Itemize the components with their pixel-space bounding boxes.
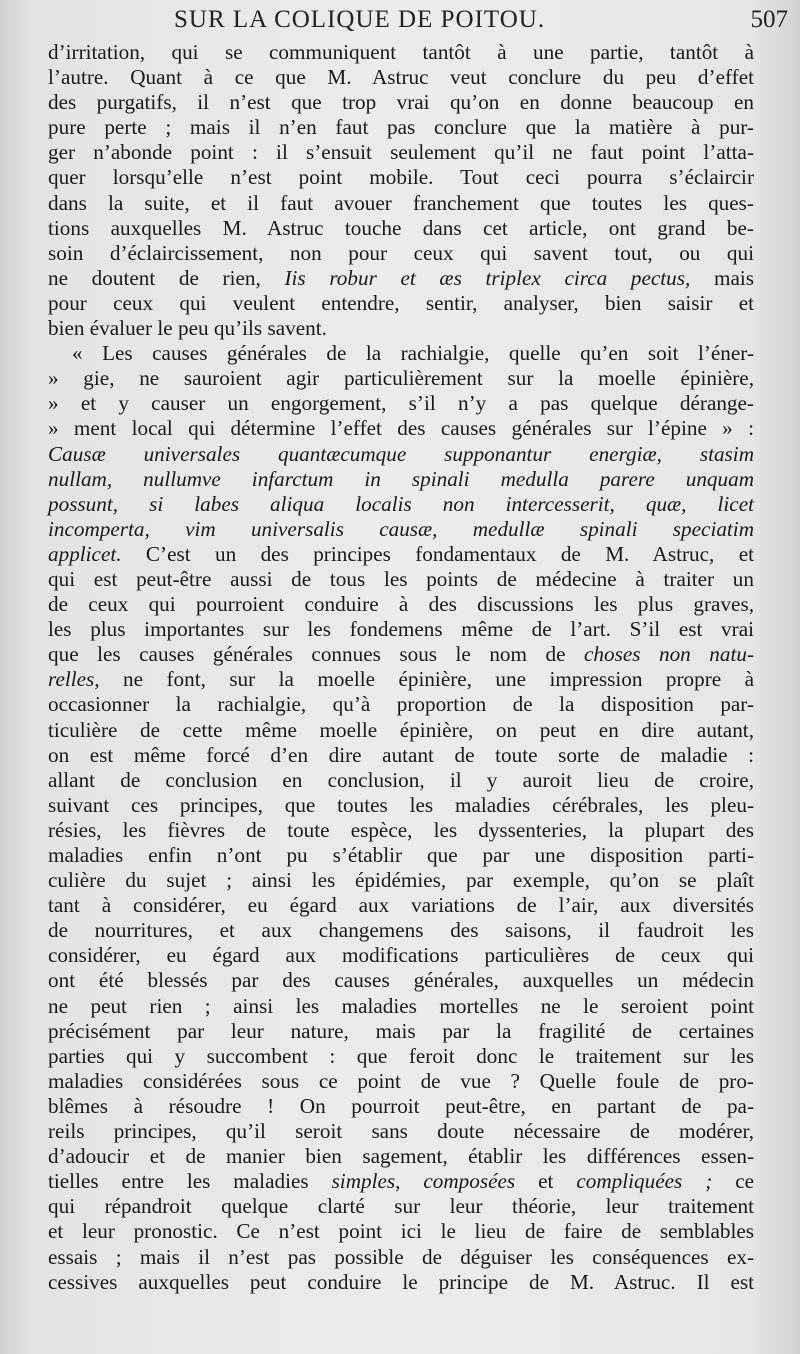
text-segment: et leur pronostic. Ce n’est point ici le lieu de faire de semblables <box>48 1219 754 1244</box>
text-segment: quer lorsqu’elle n’est point mobile. Tout ceci pourra s’éclaircir <box>48 165 754 190</box>
text-line <box>48 316 754 341</box>
text-segment: reils principes, qu’il seroit sans doute nécessaire de modérer, <box>48 1119 754 1144</box>
italic-segment: choses non natu- <box>584 642 754 667</box>
text-line <box>48 642 754 667</box>
text-segment: l’autre. Quant à ce que M. Astruc veut conclure du peu d’effet <box>48 65 754 90</box>
text-line <box>48 968 754 993</box>
text-segment: pour ceux qui veulent entendre, sentir, analyser, bien saisir et <box>48 290 754 315</box>
text-line <box>48 943 754 968</box>
text-line <box>48 1094 754 1119</box>
text-segment: ne peut rien ; ainsi les maladies mortelles ne le seroient point <box>48 993 754 1018</box>
text-line <box>48 366 754 391</box>
text-segment: » gie, ne sauroient agir particulièrement sur la moelle épinière, <box>48 366 754 391</box>
text-segment: ne font, sur la moelle épinière, une impression propre à <box>99 667 754 692</box>
text-segment: des purgatifs, il n’est que trop vrai qu’on en donne beaucoup en <box>48 90 754 115</box>
text-segment: blêmes à résoudre ! On pourroit peut-être, en partant de pa- <box>48 1093 754 1118</box>
text-segment: d’adoucir et de manier bien sagement, établir les différences essen- <box>48 1144 754 1169</box>
italic-segment: Iis robur et æs triplex circa pectus, <box>284 265 691 290</box>
text-line <box>48 718 754 743</box>
text-segment: parties qui y succombent : que feroit donc le traitement sur les <box>48 1043 754 1068</box>
text-segment: , <box>395 1169 424 1194</box>
text-segment: soin d’éclaircissement, non pour ceux qui savent tout, ou qui <box>48 240 754 265</box>
text-segment: » ment local qui détermine l’effet des causes générales sur l’épine » : <box>48 416 754 441</box>
text-segment: C’est un des principes fondamentaux de M. Astruc, et <box>121 541 754 566</box>
text-line <box>48 592 754 617</box>
text-line <box>48 692 754 717</box>
text-segment: mais <box>690 265 754 290</box>
text-segment: ont été blessés par des causes générales, auxquelles un médecin <box>48 968 754 993</box>
text-line <box>48 843 754 868</box>
text-segment: ne doutent de rien, <box>48 265 285 290</box>
text-line <box>48 893 754 918</box>
text-line <box>48 517 754 542</box>
text-segment: les plus importantes sur les fondemens même de l’art. S’il est vrai <box>48 617 754 642</box>
text-segment: « Les causes générales de la rachialgie, quelle qu’en soit l’éner- <box>72 341 754 366</box>
text-line <box>48 542 754 567</box>
text-segment: d’irritation, qui se communiquent tantôt à une partie, tantôt à <box>48 40 754 64</box>
text-segment: et <box>515 1169 577 1194</box>
text-line <box>48 241 754 266</box>
text-segment: cessives auxquelles peut conduire le principe de M. Astruc. Il est <box>48 1269 754 1294</box>
italic-segment: relles, <box>48 667 100 692</box>
italic-segment: composées <box>423 1169 516 1194</box>
text-line <box>48 818 754 843</box>
text-line <box>48 165 754 190</box>
running-head: SUR LA COLIQUE DE POITOU. <box>174 6 546 33</box>
text-segment: dans la suite, et il faut avouer franchement que toutes les ques- <box>48 190 754 215</box>
text-segment: tant à considérer, eu égard aux variations de l’air, aux diversités <box>48 893 754 918</box>
text-line <box>48 492 754 517</box>
text-line <box>48 191 754 216</box>
text-segment: de nourritures, et aux changemens des saisons, il faudroit les <box>48 918 754 943</box>
text-line <box>48 40 754 65</box>
text-segment: pure perte ; mais il n’en faut pas conclure que la matière à pur- <box>48 115 754 140</box>
text-line <box>48 216 754 241</box>
text-line <box>48 793 754 818</box>
text-segment: allant de conclusion en conclusion, il y auroit lieu de croire, <box>48 767 754 792</box>
text-line <box>48 341 754 366</box>
italic-segment: Causæ universales quantæcumque supponantur energiæ, stasim <box>48 441 754 466</box>
text-segment: bien évaluer le peu qu’ils savent. <box>48 316 327 341</box>
text-line <box>48 115 754 140</box>
text-line <box>48 994 754 1019</box>
text-line <box>48 1245 754 1270</box>
italic-segment: possunt, si labes aliqua localis non intercesserit, quæ, licet <box>48 491 754 516</box>
text-segment: tions auxquelles M. Astruc touche dans cet article, ont grand be- <box>48 215 754 240</box>
text-segment: que les causes générales connues sous le nom de <box>48 642 584 667</box>
text-segment: culière du sujet ; ainsi les épidémies, par exemple, qu’on se plaît <box>48 868 754 893</box>
text-line <box>48 1069 754 1094</box>
text-segment: ticulière de cette même moelle épinière, on peut en dire autant, <box>48 717 754 742</box>
text-segment: maladies considérées sous ce point de vue ? Quelle foule de pro- <box>48 1068 754 1093</box>
text-segment: essais ; mais il n’est pas possible de déguiser les conséquences ex- <box>48 1244 754 1269</box>
text-line <box>48 1270 754 1295</box>
text-line <box>48 768 754 793</box>
text-segment: de ceux qui pourroient conduire à des discussions les plus graves, <box>48 592 754 617</box>
text-segment: qui répandroit quelque clarté sur leur théorie, leur traitement <box>48 1194 754 1219</box>
text-segment: on est même forcé d’en dire autant de toute sorte de maladie : <box>48 742 754 767</box>
text-segment: » et y causer un engorgement, s’il n’y a pas quelque dérange- <box>48 391 754 416</box>
italic-segment: simples <box>331 1169 396 1194</box>
body-text <box>48 40 754 1295</box>
text-segment: ce <box>712 1169 755 1194</box>
text-line <box>48 1194 754 1219</box>
text-line <box>48 567 754 592</box>
italic-segment: nullam, nullumve infarctum in spinali medulla parere unquam <box>48 466 754 491</box>
text-segment: suivant ces principes, que toutes les maladies cérébrales, les pleu- <box>48 792 754 817</box>
text-line <box>48 1019 754 1044</box>
text-line <box>48 918 754 943</box>
italic-segment: incomperta, vim universalis causæ, medullæ spinali speciatim <box>48 516 754 541</box>
text-line <box>48 1119 754 1144</box>
text-line <box>48 90 754 115</box>
page-header <box>48 6 788 40</box>
text-segment: précisément par leur nature, mais par la fragilité de certaines <box>48 1018 754 1043</box>
text-line <box>48 442 754 467</box>
text-line <box>48 868 754 893</box>
text-line <box>48 467 754 492</box>
text-line <box>48 1144 754 1169</box>
text-line <box>48 266 754 291</box>
text-segment: maladies enfin n’ont pu s’établir que par une disposition parti- <box>48 843 754 867</box>
text-line <box>48 667 754 692</box>
text-line <box>48 1044 754 1069</box>
text-line <box>48 1169 754 1194</box>
text-line <box>48 1219 754 1244</box>
text-segment: ger n’abonde point : il s’ensuit seulement qu’il ne faut point l’atta- <box>48 140 754 165</box>
text-segment: résies, les fièvres de toute espèce, les dyssenteries, la plupart des <box>48 817 754 842</box>
text-line <box>48 743 754 768</box>
text-line <box>48 391 754 416</box>
text-segment: qui est peut-être aussi de tous les points de médecine à traiter un <box>48 566 754 591</box>
text-segment: occasionner la rachialgie, qu’à proportion de la disposition par- <box>48 692 754 717</box>
italic-segment: compliquées ; <box>576 1169 713 1194</box>
text-segment: tielles entre les maladies <box>48 1169 332 1194</box>
text-segment: considérer, eu égard aux modifications particulières de ceux qui <box>48 943 754 968</box>
text-line <box>48 140 754 165</box>
text-line <box>48 65 754 90</box>
text-line <box>48 291 754 316</box>
text-line <box>48 617 754 642</box>
page-number: 507 <box>750 6 788 33</box>
text-line <box>48 416 754 441</box>
italic-segment: applicet. <box>48 541 122 566</box>
